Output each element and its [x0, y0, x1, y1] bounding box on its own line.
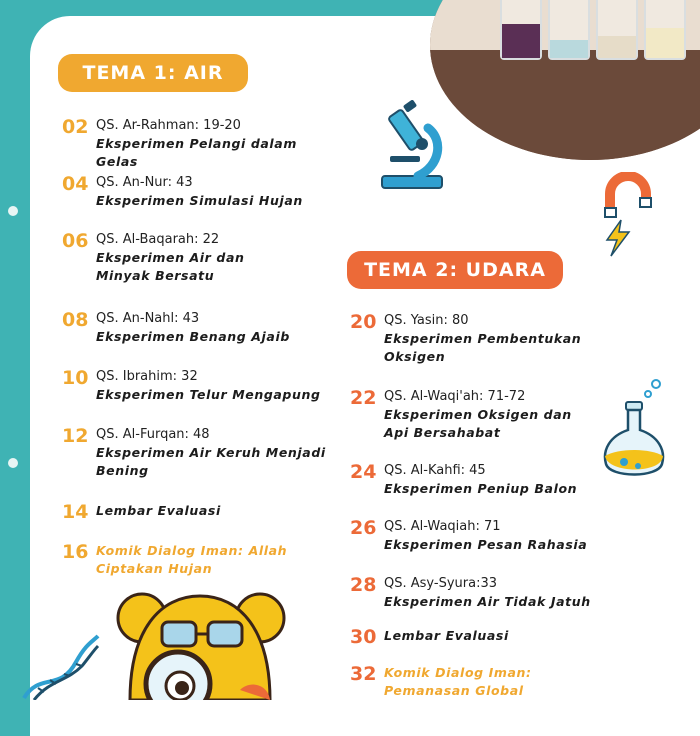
toc-entry[interactable]: [350, 312, 590, 366]
entry-title: Eksperimen Simulasi Hujan: [96, 193, 303, 208]
page-number: 28: [350, 574, 377, 596]
toc-entry[interactable]: [62, 310, 342, 346]
toc-entry[interactable]: [350, 664, 580, 700]
toc-entry[interactable]: [62, 502, 342, 523]
toc-entry[interactable]: [350, 575, 600, 611]
verse-reference: QS. Yasin: 80: [384, 313, 469, 328]
toc-entry[interactable]: [62, 426, 327, 480]
entry-title: Eksperimen Pesan Rahasia: [384, 537, 588, 552]
entry-title: Eksperimen Oksigen dan Api Bersahabat: [384, 407, 572, 440]
entry-title: Eksperimen Peniup Balon: [384, 481, 578, 496]
toc-entry[interactable]: [350, 627, 600, 648]
background-dot: [8, 458, 18, 468]
page-number: 32: [350, 663, 377, 685]
toc-entry[interactable]: [350, 518, 600, 554]
entry-title: Eksperimen Air Keruh Menjadi Bening: [96, 445, 326, 478]
magnet-icon: [602, 172, 658, 222]
entry-title: Lembar Evaluasi: [96, 503, 221, 518]
verse-reference: QS. Al-Furqan: 48: [96, 427, 210, 442]
entry-title: Eksperimen Air Tidak Jatuh: [384, 594, 591, 609]
entry-title: Lembar Evaluasi: [384, 628, 509, 643]
page-number: 24: [350, 461, 377, 483]
verse-reference: QS. Al-Kahfi: 45: [384, 463, 486, 478]
page-number: 20: [350, 311, 377, 333]
entry-title: Eksperimen Pelangi dalam Gelas: [96, 136, 297, 169]
page-number: 06: [62, 230, 89, 252]
verse-reference: QS. Asy-Syura:33: [384, 576, 497, 591]
page-number: 02: [62, 116, 89, 138]
toc-entry[interactable]: [62, 231, 302, 285]
entry-title: Komik Dialog Iman: Pemanasan Global: [384, 665, 532, 698]
entry-title: Eksperimen Air dan Minyak Bersatu: [96, 250, 245, 283]
theme-2-heading: TEMA 2: UDARA: [347, 251, 563, 289]
verse-reference: QS. Ibrahim: 32: [96, 369, 198, 384]
verse-reference: QS. An-Nahl: 43: [96, 311, 200, 326]
entry-title: Eksperimen Benang Ajaib: [96, 329, 290, 344]
lightning-icon: [603, 218, 633, 258]
toc-entry[interactable]: [350, 462, 600, 498]
toc-entry[interactable]: [62, 368, 342, 404]
verse-reference: QS. An-Nur: 43: [96, 175, 193, 190]
entry-title: Eksperimen Telur Mengapung: [96, 387, 321, 402]
toc-entry[interactable]: [62, 542, 292, 578]
toc-entry[interactable]: [62, 174, 342, 210]
entry-title: Eksperimen Pembentukan Oksigen: [384, 331, 582, 364]
flask-icon: [598, 378, 670, 484]
background-dot: [8, 206, 18, 216]
verse-reference: QS. Al-Waqiah: 71: [384, 519, 501, 534]
page-number: 14: [62, 501, 89, 523]
page-number: 22: [350, 387, 377, 409]
lab-photo: [430, 0, 700, 160]
theme-1-heading: TEMA 1: AIR: [58, 54, 248, 92]
page-number: 04: [62, 173, 89, 195]
page-number: 16: [62, 541, 89, 563]
dna-icon: [20, 632, 100, 700]
entry-title: Komik Dialog Iman: Allah Ciptakan Hujan: [96, 543, 288, 576]
page-number: 08: [62, 309, 89, 331]
page-number: 12: [62, 425, 89, 447]
page-number: 10: [62, 367, 89, 389]
toc-entry[interactable]: [62, 117, 342, 171]
verse-reference: QS. Al-Baqarah: 22: [96, 232, 220, 247]
verse-reference: QS. Ar-Rahman: 19-20: [96, 118, 241, 133]
page-number: 26: [350, 517, 377, 539]
toc-entry[interactable]: [350, 388, 600, 442]
verse-reference: QS. Al-Waqi'ah: 71-72: [384, 389, 526, 404]
girl-magnifier-illustration: [100, 580, 300, 700]
microscope-icon: [378, 100, 462, 194]
page-number: 30: [350, 626, 377, 648]
